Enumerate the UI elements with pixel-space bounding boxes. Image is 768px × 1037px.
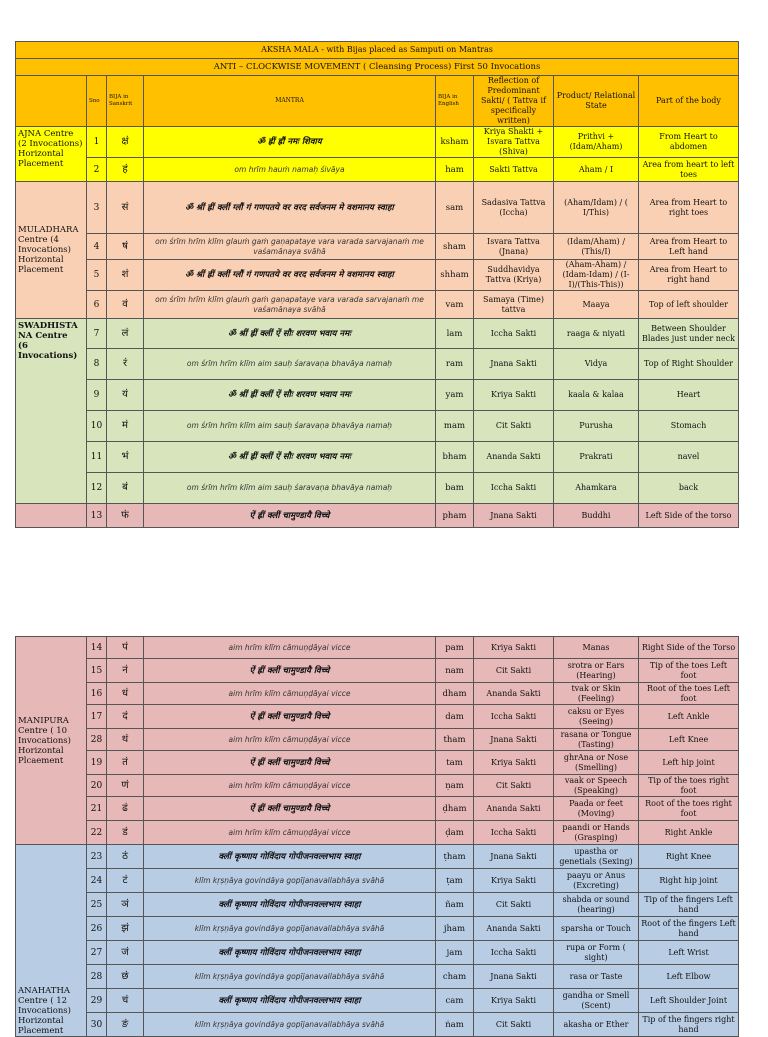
bija-english: bam xyxy=(436,473,474,504)
serial-number: 16 xyxy=(87,683,107,705)
bija-english: ram xyxy=(436,349,474,380)
sakti-reflection: Jnana Sakti xyxy=(474,504,554,528)
table-row xyxy=(16,705,739,729)
bija-english: ṇam xyxy=(436,775,474,797)
bija-english: bham xyxy=(436,442,474,473)
sakti-reflection: Cit Sakti xyxy=(474,659,554,683)
body-part: From Heart to abdomen xyxy=(639,127,739,158)
mantra-text: ऐं ह्रीं क्लीं चामुण्डायै विच्चे xyxy=(144,797,436,821)
table-row xyxy=(16,127,739,158)
header-sno: Sno xyxy=(87,76,107,127)
serial-number: 15 xyxy=(87,659,107,683)
relational-state: caksu or Eyes (Seeing) xyxy=(554,705,639,729)
serial-number: 21 xyxy=(87,797,107,821)
relational-state: Maaya xyxy=(554,291,639,319)
relational-state: shabda or sound (hearing) xyxy=(554,893,639,917)
mantra-text: ऐं ह्रीं क्लीं चामुण्डायै विच्चे xyxy=(144,751,436,775)
bija-sanskrit: सं xyxy=(107,182,144,234)
serial-number: 11 xyxy=(87,442,107,473)
table-row xyxy=(16,411,739,442)
bija-sanskrit: षं xyxy=(107,234,144,260)
sakti-reflection: Jnana Sakti xyxy=(474,349,554,380)
mantra-text: ऐं ह्रीं क्लीं चामुण्डायै विच्चे xyxy=(144,504,436,528)
relational-state: Vidya xyxy=(554,349,639,380)
header-reflection: Reflection of Predominant Sakti/ ( Tattva if specifically written) xyxy=(474,76,554,127)
serial-number: 25 xyxy=(87,893,107,917)
body-part: Root of the fingers Left hand xyxy=(639,917,739,941)
relational-state: Manas xyxy=(554,637,639,659)
relational-state: upastha or genetials (Sexing) xyxy=(554,845,639,869)
serial-number: 13 xyxy=(87,504,107,528)
serial-number: 17 xyxy=(87,705,107,729)
serial-number: 9 xyxy=(87,380,107,411)
serial-number: 23 xyxy=(87,845,107,869)
mantra-text: aim hrīm klīm cāmuṇḍāyai vicce xyxy=(144,821,436,845)
serial-number: 29 xyxy=(87,989,107,1013)
serial-number: 7 xyxy=(87,319,107,349)
bija-english: nam xyxy=(436,659,474,683)
sakti-reflection: Kriya Shakti + Isvara Tattva (Shiva) xyxy=(474,127,554,158)
table-row xyxy=(16,869,739,893)
body-part: Right hip joint xyxy=(639,869,739,893)
sakti-reflection: Kriya Sakti xyxy=(474,637,554,659)
centre-name: ANAHATHA Centre ( 12 Invocations) Horizontal Placement xyxy=(18,986,71,1036)
body-part: Root of the toes right foot xyxy=(639,797,739,821)
bija-english: ḍam xyxy=(436,821,474,845)
relational-state: (Aham/Idam) / ( I/This) xyxy=(554,182,639,234)
bija-sanskrit: यं xyxy=(107,380,144,411)
relational-state: Prithvi + (Idam/Aham) xyxy=(554,127,639,158)
sakti-reflection: Kriya Sakti xyxy=(474,380,554,411)
bija-english: ksham xyxy=(436,127,474,158)
centre-cell xyxy=(16,845,87,1037)
serial-number: 19 xyxy=(87,751,107,775)
bija-english: vam xyxy=(436,291,474,319)
mantra-text: om śrīm hrīm klīm aim sauḥ śaravaṇa bhavāya namaḥ xyxy=(144,473,436,504)
serial-number: 24 xyxy=(87,869,107,893)
table-row xyxy=(16,751,739,775)
relational-state: kaala & kalaa xyxy=(554,380,639,411)
table-row xyxy=(16,504,739,528)
mantra-text: klīm kṛṣṇāya govindāya gopījanavallabhāya svāhā xyxy=(144,869,436,893)
table-row xyxy=(16,319,739,349)
bija-english: ḍham xyxy=(436,797,474,821)
sakti-reflection: Cit Sakti xyxy=(474,1013,554,1037)
bija-sanskrit: भं xyxy=(107,442,144,473)
table-row xyxy=(16,797,739,821)
mantra-text: क्लीं कृष्णाय गोविंदाय गोपीजनवल्लभाय स्वाहा xyxy=(144,941,436,965)
bija-english: dam xyxy=(436,705,474,729)
body-part: Right Side of the Torso xyxy=(639,637,739,659)
relational-state: paandi or Hands (Grasping) xyxy=(554,821,639,845)
table-row xyxy=(16,989,739,1013)
serial-number: 26 xyxy=(87,917,107,941)
bija-sanskrit: लं xyxy=(107,319,144,349)
sakti-reflection: Cit Sakti xyxy=(474,893,554,917)
bija-sanskrit: पं xyxy=(107,637,144,659)
mantra-text: om hrīm hauṁ namaḥ śivāya xyxy=(144,158,436,182)
header-bija-sanskrit: BIJA in Sanskrit xyxy=(107,76,144,127)
centre-count: (6 Invocations) xyxy=(18,341,78,361)
table-row xyxy=(16,775,739,797)
bija-english: sam xyxy=(436,182,474,234)
sakti-reflection: Iccha Sakti xyxy=(474,821,554,845)
sakti-reflection: Ananda Sakti xyxy=(474,797,554,821)
serial-number: 27 xyxy=(87,941,107,965)
body-part: Right Ankle xyxy=(639,821,739,845)
body-part: Left Knee xyxy=(639,729,739,751)
relational-state: Ahamkara xyxy=(554,473,639,504)
relational-state: Purusha xyxy=(554,411,639,442)
mantra-text: ॐ ह्रीं ह्रौं नमः शिवाय xyxy=(144,127,436,158)
serial-number: 22 xyxy=(87,821,107,845)
bija-english: yam xyxy=(436,380,474,411)
centre-name: SWADHISTANA Centre xyxy=(18,321,78,341)
header-product: Product/ Relational State xyxy=(554,76,639,127)
table-subtitle: ANTI – CLOCKWISE MOVEMENT ( Cleansing Process) First 50 Invocations xyxy=(16,59,739,76)
table-row xyxy=(16,182,739,234)
body-part: Left Side of the torso xyxy=(639,504,739,528)
bija-sanskrit: फं xyxy=(107,504,144,528)
sakti-reflection: Samaya (Time) tattva xyxy=(474,291,554,319)
header-body: Part of the body xyxy=(639,76,739,127)
mantra-text: ॐ श्रीं ह्रीं क्लीं ऐं सौः शरवण भवाय नमः xyxy=(144,380,436,411)
bija-english: ñam xyxy=(436,893,474,917)
table-row xyxy=(16,349,739,380)
body-part: Between Shoulder Blades just under neck xyxy=(639,319,739,349)
bija-english: tham xyxy=(436,729,474,751)
mantra-text: ॐ श्रीं ह्रीं क्लीं ऐं सौः शरवण भवाय नमः xyxy=(144,442,436,473)
centre-cell xyxy=(16,127,87,182)
table-row xyxy=(16,158,739,182)
bija-sanskrit: ङं xyxy=(107,1013,144,1037)
bija-sanskrit: तं xyxy=(107,751,144,775)
sakti-reflection: Isvara Tattva (Jnana) xyxy=(474,234,554,260)
sakti-reflection: Jnana Sakti xyxy=(474,729,554,751)
centre-name: MANIPURA Centre ( 10 Invocations) Horizontal Plcaement xyxy=(18,715,71,766)
mantra-text: क्लीं कृष्णाय गोविंदाय गोपीजनवल्लभाय स्वाहा xyxy=(144,989,436,1013)
serial-number: 28 xyxy=(87,965,107,989)
table-row xyxy=(16,380,739,411)
relational-state: vaak or Speech (Speaking) xyxy=(554,775,639,797)
table-title: AKSHA MALA - with Bijas placed as Samputi on Mantras xyxy=(16,42,739,59)
serial-number: 14 xyxy=(87,637,107,659)
body-part: Top of Right Shoulder xyxy=(639,349,739,380)
centre-cell xyxy=(16,504,87,528)
mantra-text: ॐ श्रीं ह्रीं क्लीं ग्लौं गं गणपतये वर वरद सर्वजनम मे वशमानय स्वाहा xyxy=(144,182,436,234)
serial-number: 8 xyxy=(87,349,107,380)
bija-english: mam xyxy=(436,411,474,442)
relational-state: (Idam/Aham) / (This/I) xyxy=(554,234,639,260)
serial-number: 30 xyxy=(87,1013,107,1037)
body-part: Left Ankle xyxy=(639,705,739,729)
sakti-reflection: Iccha Sakti xyxy=(474,705,554,729)
table-row xyxy=(16,893,739,917)
bija-sanskrit: नं xyxy=(107,659,144,683)
bija-english: pham xyxy=(436,504,474,528)
sakti-reflection: Jnana Sakti xyxy=(474,845,554,869)
table-row xyxy=(16,291,739,319)
bija-english: pam xyxy=(436,637,474,659)
mantra-text: ॐ श्रीं ह्रीं क्लीं ऐं सौः शरवण भवाय नमः xyxy=(144,319,436,349)
bija-sanskrit: ढं xyxy=(107,797,144,821)
bija-english: ṭam xyxy=(436,869,474,893)
serial-number: 2 xyxy=(87,158,107,182)
bija-sanskrit: ञं xyxy=(107,893,144,917)
relational-state: paayu or Anus (Excreting) xyxy=(554,869,639,893)
body-part: Area from heart to left toes xyxy=(639,158,739,182)
mantra-text: aim hrīm klīm cāmuṇḍāyai vicce xyxy=(144,683,436,705)
bija-sanskrit: ठं xyxy=(107,845,144,869)
sakti-reflection: Sadasiva Tattva (Iccha) xyxy=(474,182,554,234)
sakti-reflection: Jnana Sakti xyxy=(474,965,554,989)
bija-english: dham xyxy=(436,683,474,705)
body-part: Area from Heart to right hand xyxy=(639,260,739,291)
centre-cell xyxy=(16,182,87,319)
bija-sanskrit: हं xyxy=(107,158,144,182)
table-row xyxy=(16,1013,739,1037)
table-row xyxy=(16,683,739,705)
body-part: Area from Heart to right toes xyxy=(639,182,739,234)
table-row xyxy=(16,659,739,683)
sakti-reflection: Cit Sakti xyxy=(474,411,554,442)
bija-english: cham xyxy=(436,965,474,989)
mantra-text: klīm kṛṣṇāya govindāya gopījanavallabhāya svāhā xyxy=(144,965,436,989)
body-part: Left Shoulder Joint xyxy=(639,989,739,1013)
body-part: Tip of the toes Left foot xyxy=(639,659,739,683)
serial-number: 10 xyxy=(87,411,107,442)
serial-number: 3 xyxy=(87,182,107,234)
bija-sanskrit: छं xyxy=(107,965,144,989)
body-part: Stomach xyxy=(639,411,739,442)
bija-english: ṭham xyxy=(436,845,474,869)
relational-state: rasana or Tongue (Tasting) xyxy=(554,729,639,751)
body-part: Top of left shoulder xyxy=(639,291,739,319)
body-part: Root of the toes Left foot xyxy=(639,683,739,705)
sakti-reflection: Ananda Sakti xyxy=(474,917,554,941)
body-part: Tip of the fingers Left hand xyxy=(639,893,739,917)
bija-english: jam xyxy=(436,941,474,965)
mantra-text: klīm kṛṣṇāya govindāya gopījanavallabhāya svāhā xyxy=(144,917,436,941)
body-part: Left Elbow xyxy=(639,965,739,989)
table-row xyxy=(16,965,739,989)
bija-english: sham xyxy=(436,234,474,260)
relational-state: raaga & niyati xyxy=(554,319,639,349)
relational-state: gandha or Smell (Scent) xyxy=(554,989,639,1013)
centre-cell xyxy=(16,319,87,504)
bija-sanskrit: मं xyxy=(107,411,144,442)
relational-state: akasha or Ether xyxy=(554,1013,639,1037)
bija-sanskrit: झं xyxy=(107,917,144,941)
body-part: Tip of the fingers right hand xyxy=(639,1013,739,1037)
relational-state: sparsha or Touch xyxy=(554,917,639,941)
sakti-reflection: Kriya Sakti xyxy=(474,751,554,775)
table-row xyxy=(16,729,739,751)
relational-state: Aham / I xyxy=(554,158,639,182)
bija-english: tam xyxy=(436,751,474,775)
bija-sanskrit: चं xyxy=(107,989,144,1013)
relational-state: srotra or Ears (Hearing) xyxy=(554,659,639,683)
bija-english: shham xyxy=(436,260,474,291)
mantra-text: aim hrīm klīm cāmuṇḍāyai vicce xyxy=(144,775,436,797)
body-part: Area from Heart to Left hand xyxy=(639,234,739,260)
sakti-reflection: Ananda Sakti xyxy=(474,683,554,705)
table-row xyxy=(16,234,739,260)
serial-number: 6 xyxy=(87,291,107,319)
body-part: Left Wrist xyxy=(639,941,739,965)
mantra-text: klīm kṛṣṇāya govindāya gopījanavallabhāya svāhā xyxy=(144,1013,436,1037)
mantra-text: aim hrīm klīm cāmuṇḍāyai vicce xyxy=(144,637,436,659)
relational-state: (Aham-Aham) / (Idam-Idam) / (I-I)/(This-This)) xyxy=(554,260,639,291)
relational-state: rupa or Form ( sight) xyxy=(554,941,639,965)
mantra-text: ऐं ह्रीं क्लीं चामुण्डायै विच्चे xyxy=(144,705,436,729)
table-row xyxy=(16,637,739,659)
bija-sanskrit: दं xyxy=(107,705,144,729)
header-mantra: MANTRA xyxy=(144,76,436,127)
sakti-reflection: Kriya Sakti xyxy=(474,869,554,893)
relational-state: rasa or Taste xyxy=(554,965,639,989)
table-row xyxy=(16,845,739,869)
aksha-mala-table-part-2 xyxy=(15,636,739,1037)
relational-state: Prakrati xyxy=(554,442,639,473)
aksha-mala-table-part-1 xyxy=(15,41,739,528)
centre-name: AJNA Centre (2 Invocations) Horizontal Placement xyxy=(18,129,83,169)
mantra-text: om śrīm hrīm klīm aim sauḥ śaravaṇa bhavāya namaḥ xyxy=(144,349,436,380)
sakti-reflection: Sakti Tattva xyxy=(474,158,554,182)
mantra-text: ऐं ह्रीं क्लीं चामुण्डायै विच्चे xyxy=(144,659,436,683)
bija-sanskrit: जं xyxy=(107,941,144,965)
bija-sanskrit: शं xyxy=(107,260,144,291)
relational-state: ghrAna or Nose (Smelling) xyxy=(554,751,639,775)
table-row xyxy=(16,442,739,473)
sakti-reflection: Iccha Sakti xyxy=(474,941,554,965)
bija-english: cam xyxy=(436,989,474,1013)
sakti-reflection: Iccha Sakti xyxy=(474,319,554,349)
mantra-text: om śrīm hrīm klīm glauṁ gaṁ gaṇapataye vara varada sarvajanaṁ me vaśamānaya svāhā xyxy=(144,291,436,319)
bija-sanskrit: धं xyxy=(107,683,144,705)
sakti-reflection: Iccha Sakti xyxy=(474,473,554,504)
header-bija-english: BIJA in English xyxy=(436,76,474,127)
serial-number: 4 xyxy=(87,234,107,260)
mantra-text: ॐ श्रीं ह्रीं क्लीं ग्लौं गं गणपतये वर वरद सर्वजनम मे वशमानय स्वाहा xyxy=(144,260,436,291)
bija-sanskrit: टं xyxy=(107,869,144,893)
table-row xyxy=(16,473,739,504)
mantra-text: क्लीं कृष्णाय गोविंदाय गोपीजनवल्लभाय स्वाहा xyxy=(144,893,436,917)
body-part: navel xyxy=(639,442,739,473)
bija-sanskrit: णं xyxy=(107,775,144,797)
body-part: Left hip joint xyxy=(639,751,739,775)
serial-number: 5 xyxy=(87,260,107,291)
centre-name: MULADHARA Centre (4 Invocations) Horizontal Placement xyxy=(18,225,79,275)
mantra-text: aim hrīm klīm cāmuṇḍāyai vicce xyxy=(144,729,436,751)
table-row xyxy=(16,917,739,941)
sakti-reflection: Kriya Sakti xyxy=(474,989,554,1013)
serial-number: 1 xyxy=(87,127,107,158)
relational-state: Buddhi xyxy=(554,504,639,528)
bija-sanskrit: थं xyxy=(107,729,144,751)
sakti-reflection: Cit Sakti xyxy=(474,775,554,797)
bija-sanskrit: क्षं xyxy=(107,127,144,158)
table-row xyxy=(16,260,739,291)
mantra-text: om śrīm hrīm klīm glauṁ gaṁ gaṇapataye vara varada sarvajanaṁ me vaśamānaya svāhā xyxy=(144,234,436,260)
serial-number: 28 xyxy=(87,729,107,751)
bija-english: ṅam xyxy=(436,1013,474,1037)
header-centre xyxy=(16,76,87,127)
bija-sanskrit: बं xyxy=(107,473,144,504)
sakti-reflection: Ananda Sakti xyxy=(474,442,554,473)
bija-english: ham xyxy=(436,158,474,182)
table-row xyxy=(16,821,739,845)
relational-state: tvak or Skin (Feeling) xyxy=(554,683,639,705)
centre-cell xyxy=(16,637,87,845)
bija-sanskrit: डं xyxy=(107,821,144,845)
bija-sanskrit: रं xyxy=(107,349,144,380)
body-part: Tip of the toes right foot xyxy=(639,775,739,797)
mantra-text: क्लीं कृष्णाय गोविंदाय गोपीजनवल्लभाय स्वाहा xyxy=(144,845,436,869)
body-part: back xyxy=(639,473,739,504)
mantra-text: om śrīm hrīm klīm aim sauḥ śaravaṇa bhavāya namaḥ xyxy=(144,411,436,442)
bija-english: lam xyxy=(436,319,474,349)
serial-number: 12 xyxy=(87,473,107,504)
table-row xyxy=(16,941,739,965)
body-part: Right Knee xyxy=(639,845,739,869)
serial-number: 20 xyxy=(87,775,107,797)
bija-english: jham xyxy=(436,917,474,941)
bija-sanskrit: वं xyxy=(107,291,144,319)
body-part: Heart xyxy=(639,380,739,411)
sakti-reflection: Suddhavidya Tattva (Kriya) xyxy=(474,260,554,291)
relational-state: Paada or feet (Moving) xyxy=(554,797,639,821)
